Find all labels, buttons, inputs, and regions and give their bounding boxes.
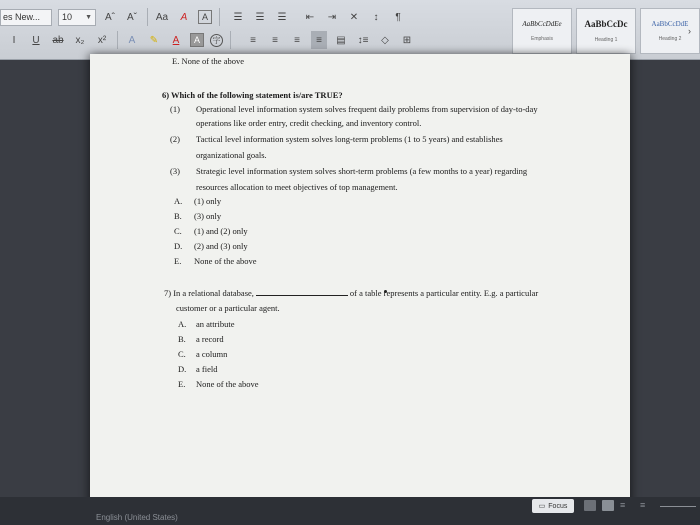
shrink-font-button[interactable]: Aˇ — [127, 11, 137, 23]
chevron-down-icon: ▼ — [85, 13, 92, 21]
numbering-icon[interactable]: ☰ — [255, 11, 265, 23]
align-left-icon[interactable]: ≡ — [250, 34, 256, 46]
divider — [117, 31, 118, 49]
zoom-slider[interactable] — [660, 506, 696, 507]
q7-stem-line2: customer or a particular agent. — [176, 303, 280, 313]
q6-statement-number: (3) — [170, 166, 180, 176]
style-heading-2[interactable] — [640, 8, 700, 54]
print-layout-icon[interactable] — [584, 500, 596, 511]
q6-option-letter: E. — [174, 256, 182, 266]
ribbon-row-font — [0, 6, 406, 28]
outline-view-icon[interactable]: ≡ — [620, 500, 626, 510]
distributed-icon[interactable]: ▤ — [336, 34, 346, 46]
question-6-stem: 6) Which of the following statement is/are TRUE? — [162, 90, 343, 100]
superscript-button[interactable]: x² — [97, 34, 107, 46]
q7-stem-after: of a table represents a particular entity. E.g. a particular — [349, 288, 539, 298]
q6-statement-text: resources allocation to meet objectives of top management. — [196, 182, 398, 192]
bold-button[interactable]: I — [12, 34, 16, 46]
text-effects-icon[interactable]: A — [128, 34, 136, 46]
decrease-indent-icon[interactable]: ⇤ — [305, 11, 315, 23]
style-emphasis[interactable] — [512, 8, 572, 54]
bullets-icon[interactable]: ☰ — [233, 11, 243, 23]
q6-statement-text: Operational level information system solves frequent daily problems from supervision of day-to-day — [196, 104, 538, 114]
q6-option-letter: B. — [174, 211, 182, 221]
change-case-button[interactable]: Aa — [155, 11, 169, 23]
character-border-icon[interactable]: A — [198, 10, 212, 24]
question-7-stem — [164, 288, 538, 298]
q7-fill-blank — [256, 288, 348, 296]
q7-option-text: a field — [196, 364, 218, 374]
subscript-button[interactable]: x₂ — [75, 34, 85, 46]
q7-option-letter: B. — [178, 334, 186, 344]
q6-option-text: None of the above — [194, 256, 257, 266]
q6-option-text: (3) only — [194, 211, 222, 221]
strikethrough-button[interactable]: ab — [52, 34, 64, 46]
q6-statement-text: organizational goals. — [196, 150, 267, 160]
q7-option-text: a record — [196, 334, 224, 344]
style-sample: AaBbCcDdE — [651, 20, 689, 28]
q6-statement-text: Tactical level information system solves long-term problems (1 to 5 years) and establishes — [196, 134, 503, 144]
divider — [230, 31, 231, 49]
style-heading-1[interactable] — [576, 8, 636, 54]
q7-option-letter: A. — [178, 319, 187, 329]
q6-option-text: (1) and (2) only — [194, 226, 248, 236]
clear-formatting-icon[interactable]: A — [180, 11, 188, 23]
q7-option-text: a column — [196, 349, 228, 359]
show-paragraph-marks-icon[interactable]: ¶ — [395, 11, 401, 23]
enclose-characters-icon[interactable]: 字 — [210, 34, 223, 47]
q6-option-text: (1) only — [194, 196, 222, 206]
shading-icon[interactable]: ◇ — [381, 34, 389, 46]
align-right-icon[interactable]: ≡ — [294, 34, 300, 46]
grow-font-button[interactable]: Aˆ — [105, 11, 115, 23]
font-color-icon[interactable]: A — [172, 34, 180, 46]
underline-button[interactable]: U — [32, 34, 40, 46]
font-name-dropdown[interactable]: es New... — [0, 9, 52, 26]
q6-statement-number: (1) — [170, 104, 180, 114]
status-bar — [0, 497, 700, 525]
language-indicator[interactable]: English (United States) — [96, 513, 178, 522]
web-layout-icon[interactable] — [602, 500, 614, 511]
style-name: Heading 2 — [658, 36, 682, 42]
focus-icon: ▭ — [538, 503, 546, 510]
highlight-color-icon[interactable]: ✎ — [149, 34, 159, 46]
previous-option-e: E. None of the above — [172, 56, 244, 66]
style-name: Emphasis — [531, 36, 553, 42]
line-spacing-icon[interactable]: ↕≡ — [357, 34, 369, 46]
q7-option-text: None of the above — [196, 379, 259, 389]
draft-view-icon[interactable]: ≡ — [640, 500, 646, 510]
increase-indent-icon[interactable]: ⇥ — [327, 11, 337, 23]
divider — [147, 8, 148, 26]
font-size-dropdown[interactable] — [58, 9, 96, 26]
style-sample: AaBbCcDc — [584, 19, 628, 29]
q6-option-text: (2) and (3) only — [194, 241, 248, 251]
font-size-value: 10 — [62, 12, 73, 22]
q6-option-letter: C. — [174, 226, 182, 236]
justify-icon[interactable]: ≡ — [311, 31, 327, 49]
q7-option-letter: C. — [178, 349, 186, 359]
q6-option-letter: A. — [174, 196, 183, 206]
asian-layout-icon[interactable]: ✕ — [349, 11, 359, 23]
ribbon-toolbar — [0, 0, 700, 60]
style-name: Heading 1 — [594, 37, 618, 43]
focus-label: Focus — [548, 502, 568, 510]
q6-statement-text: Strategic level information system solves short-term problems (a few months to a year) regarding — [196, 166, 528, 176]
q6-option-letter: D. — [174, 241, 183, 251]
ribbon-row-format — [0, 29, 415, 51]
sort-icon[interactable]: ↕ — [373, 11, 379, 23]
document-page[interactable] — [90, 54, 630, 509]
style-sample: AaBbCcDdEe — [522, 20, 562, 28]
character-shading-icon[interactable]: A — [190, 33, 204, 47]
q7-option-letter: E. — [178, 379, 186, 389]
align-center-icon[interactable]: ≡ — [272, 34, 278, 46]
focus-mode-button[interactable] — [532, 499, 574, 513]
q6-statement-text: operations like order entry, credit checking, and inventory control. — [196, 118, 422, 128]
chevron-right-icon[interactable]: › — [688, 26, 691, 36]
q7-option-text: an attribute — [196, 319, 235, 329]
divider — [219, 8, 220, 26]
q7-option-letter: D. — [178, 364, 187, 374]
borders-icon[interactable]: ⊞ — [402, 34, 412, 46]
multilevel-list-icon[interactable]: ☰ — [277, 11, 287, 23]
styles-gallery — [512, 8, 700, 56]
q7-stem-before: 7) In a relational database, — [164, 288, 254, 298]
q6-statement-number: (2) — [170, 134, 180, 144]
